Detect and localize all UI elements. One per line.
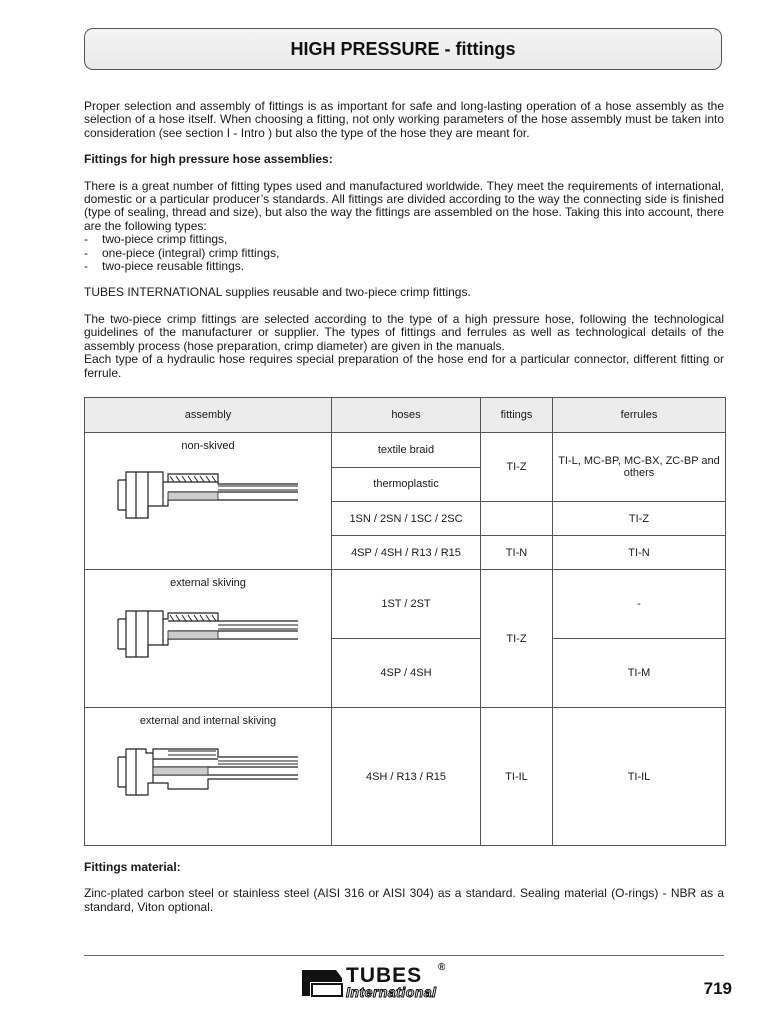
ferrule-cell: TI-IL — [553, 708, 726, 846]
ferrule-cell: TI-N — [553, 536, 726, 570]
table-header-row — [85, 398, 726, 433]
assembly-label: external and internal skiving — [139, 715, 277, 727]
assembly-cell-external-internal-skiving — [85, 708, 332, 846]
assembly-cell-external-skiving — [85, 570, 332, 708]
footer-divider — [84, 955, 724, 956]
fitting-cell: TI-Z — [481, 433, 553, 502]
title-box — [84, 28, 722, 70]
fitting-drawing-icon — [108, 597, 308, 667]
hose-cell: 4SP / 4SH / R13 / R15 — [332, 536, 481, 570]
material-section — [84, 861, 724, 914]
assembly-cell-non-skived — [85, 433, 332, 570]
logo-brand: TUBES — [346, 964, 423, 987]
list-item: - two-piece reusable fittings. — [84, 260, 724, 273]
intro-paragraph-2: There is a great number of fitting types used and manufactured worldwide. They meet the requirements of international, domestic or a particular producer’s standards. All fittings are divided according to the way the connecting side is finished (type of sealing, thread and size), but also the way the fittings are assembled on the hose. Taking this into account, there are the following types: — [84, 178, 724, 233]
logo-sub: International — [346, 984, 437, 1000]
fittings-table — [84, 397, 726, 846]
hose-cell: 1SN / 2SN / 1SC / 2SC — [332, 502, 481, 536]
col-header-ferrules: ferrules — [553, 398, 726, 433]
fitting-drawing-icon — [108, 460, 308, 530]
fitting-drawing-icon — [108, 735, 308, 805]
intro-section — [84, 100, 724, 393]
ferrule-cell: TI-M — [553, 639, 726, 708]
fitting-cell: TI-IL — [481, 708, 553, 846]
col-header-fittings: fittings — [481, 398, 553, 433]
hose-cell: thermoplastic — [332, 467, 481, 502]
fitting-cell: TI-Z — [481, 570, 553, 708]
material-text: Zinc-plated carbon steel or stainless steel (AISI 316 or AISI 304) as a standard. Sealing material (O-rings) - NBR as a standard, Viton optional. — [84, 886, 724, 914]
table-row — [85, 708, 726, 846]
logo-mark-icon — [300, 966, 344, 1000]
fitting-types-list — [84, 233, 724, 273]
material-heading: Fittings material: — [84, 860, 181, 874]
section-heading: Fittings for high pressure hose assemblies: — [84, 152, 333, 167]
hose-cell: 4SH / R13 / R15 — [332, 708, 481, 846]
intro-paragraph-3: TUBES INTERNATIONAL supplies reusable and two-piece crimp fittings. — [84, 285, 471, 300]
ferrule-cell: TI-L, MC-BP, MC-BX, ZC-BP and others — [553, 433, 726, 502]
hose-cell: 4SP / 4SH — [332, 639, 481, 708]
col-header-hoses: hoses — [332, 398, 481, 433]
fitting-cell: TI-N — [481, 536, 553, 570]
intro-paragraph-4: The two-piece crimp fittings are selected according to the type of a high pressure hose, following the technological guidelines of the manufacturer or supplier. The types of fittings and ferrules as well as technological details of the assembly process (hose preparation, crimp diameter) are given in the manuals. — [84, 311, 724, 353]
intro-paragraph-5: Each type of a hydraulic hose requires special preparation of the hose end for a particular connector, different fitting or ferrule. — [84, 352, 724, 380]
tubes-logo — [300, 964, 460, 1004]
intro-paragraph-1: Proper selection and assembly of fittings is as important for safe and long-lasting operation of a hose assembly as the selection of a hose itself. When choosing a fitting, not only working parameters of the hose assembly must be taken into consideration (see section I - Intro ) but also the type of the hose they are meant for. — [84, 99, 724, 140]
ferrule-cell: TI-Z — [553, 502, 726, 536]
list-item: - one-piece (integral) crimp fittings, — [84, 247, 724, 260]
hose-cell: textile braid — [332, 433, 481, 468]
assembly-label: external skiving — [170, 577, 246, 589]
page-title: HIGH PRESSURE - fittings — [290, 38, 516, 59]
list-item: - two-piece crimp fittings, — [84, 233, 724, 246]
fitting-cell-empty — [481, 502, 553, 536]
hose-cell: 1ST / 2ST — [332, 570, 481, 639]
table-row — [85, 433, 726, 468]
assembly-label: non-skived — [181, 440, 235, 452]
ferrule-cell: - — [553, 570, 726, 639]
logo-registered: ® — [438, 962, 446, 973]
page-number: 719 — [703, 979, 732, 998]
col-header-assembly: assembly — [85, 398, 332, 433]
table-row — [85, 570, 726, 639]
